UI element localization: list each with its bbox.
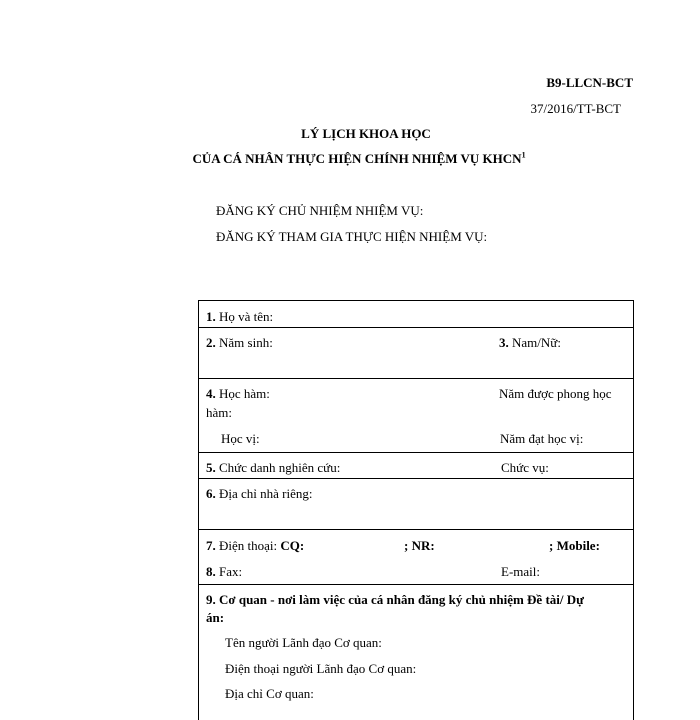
phone-office-label: CQ: [280,538,305,553]
row-divider [199,529,633,530]
field-label: Fax: [219,564,243,579]
field-home-address [206,486,313,502]
field-fax [206,564,242,580]
field-number: 2. [206,335,216,350]
row-divider [199,378,633,379]
field-office-address: Địa chỉ Cơ quan: [225,686,314,701]
circular-number: 37/2016/TT-BCT [530,101,621,116]
field-label: Chức danh nghiên cứu: [219,460,341,475]
field-workplace-title: 9. Cơ quan - nơi làm việc của cá nhân đăng ký chủ nhiệm Đề tài/ Dự [206,592,584,607]
field-label: Năm sinh: [219,335,273,350]
cv-form-table [198,300,634,720]
row-divider [199,478,633,479]
field-number: 3. [499,335,509,350]
document-subtitle [0,151,700,167]
row-divider [199,327,633,328]
field-degree-year: Năm đạt học vị: [500,431,584,446]
field-leader-phone: Điện thoại người Lãnh đạo Cơ quan: [225,661,417,676]
phone-home-label: ; NR: [404,538,435,553]
form-code: B9-LLCN-BCT [546,75,633,90]
field-academic-title [206,386,270,402]
document-title: LÝ LỊCH KHOA HỌC [301,126,431,141]
field-research-title [206,460,340,476]
field-academic-title-wrap: hàm: [206,405,232,420]
row-divider [199,584,633,585]
row-divider [199,452,633,453]
field-number: 7. [206,538,216,553]
field-workplace-title-wrap: án: [206,610,225,625]
field-degree: Học vị: [221,431,260,446]
field-position: Chức vụ: [501,460,549,475]
field-title-year: Năm được phong học [499,386,612,401]
field-number: 6. [206,486,216,501]
field-number: 1. [206,309,216,324]
field-label: Điện thoại: [219,538,278,553]
field-label: Địa chỉ nhà riêng: [219,486,313,501]
footnote-mark: 1 [521,150,526,160]
field-number: 5. [206,460,216,475]
field-email: E-mail: [501,564,540,579]
field-phone [206,538,304,554]
phone-mobile-label: ; Mobile: [549,538,600,553]
subtitle-text: CỦA CÁ NHÂN THỰC HIỆN CHÍNH NHIỆM VỤ KHCN [192,151,522,166]
field-birth-year [206,335,273,351]
field-full-name [206,309,273,325]
field-leader-name: Tên người Lãnh đạo Cơ quan: [225,635,382,650]
field-number: 8. [206,564,216,579]
field-label: Nam/Nữ: [512,335,561,350]
register-member-label: ĐĂNG KÝ THAM GIA THỰC HIỆN NHIỆM VỤ: [216,229,488,244]
field-gender [499,335,561,351]
field-label: Học hàm: [219,386,270,401]
field-number: 4. [206,386,216,401]
register-leader-label: ĐĂNG KÝ CHỦ NHIỆM NHIỆM VỤ: [216,203,424,218]
field-label: Họ và tên: [219,309,274,324]
